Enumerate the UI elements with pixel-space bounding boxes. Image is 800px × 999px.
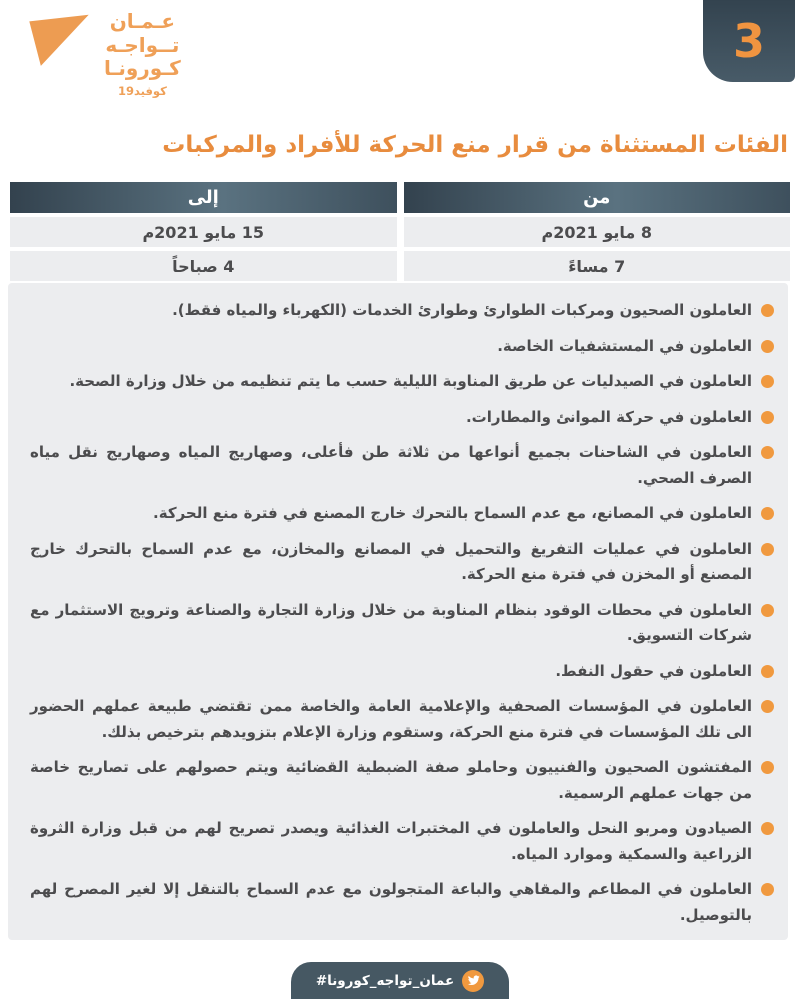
bullet-icon [761,304,774,317]
exemption-text: العاملون في محطات الوقود بنظام المناوبة من خلال وزارة التجارة والصناعة وترويج الاستثمار مع شركات التسويق. [30,600,752,644]
logo-line-1: عـمـان [109,9,176,33]
bullet-icon [761,700,774,713]
list-item [30,334,774,360]
footer-hashtag-pill [291,962,509,999]
list-item [30,816,774,867]
bullet-icon [761,665,774,678]
list-item [30,598,774,649]
list-item [30,755,774,806]
from-time-cell: 7 مساءً [404,251,791,281]
exemption-text: العاملون في عمليات التفريغ والتحميل في المصانع والمخازن، مع عدم السماح بالتحرك خارج المصنع أو المخزن في فترة منع الحركة. [30,539,752,583]
bullet-icon [761,543,774,556]
from-date-cell: 8 مايو 2021م [404,217,791,247]
list-item [30,369,774,395]
table-col-to [10,182,397,281]
logo-subtitle: كوفيد19 [118,83,167,98]
exemption-text: العاملون في الصيدليات عن طريق المناوبة الليلية حسب ما يتم تنظيمه من خلال وزارة الصحة. [69,372,752,390]
footer-hashtag: #عمان_تواجه_كورونا [315,972,455,989]
list-item [30,298,774,324]
exemption-text: العاملون في المصانع، مع عدم السماح بالتحرك خارج المصنع في فترة منع الحركة. [153,504,752,522]
bullet-icon [761,822,774,835]
oman-covid-logo [26,10,181,98]
bullet-icon [761,446,774,459]
list-item [30,877,774,928]
exemption-text: العاملون في المستشفيات الخاصة. [497,336,752,355]
page-number-badge [703,0,795,82]
list-item [30,537,774,588]
exemption-text: العاملون الصحيون ومركبات الطوارئ وطوارئ الخدمات (الكهرباء والمياه فقط). [172,301,752,319]
bullet-icon [761,883,774,896]
bullet-icon [761,375,774,388]
list-item [30,405,774,431]
exemptions-panel [8,283,788,940]
list-item [30,694,774,745]
exemption-text: العاملون في حقول النفط. [555,661,752,680]
logo-line-3: كـورونـا [104,56,181,81]
bullet-icon [761,761,774,774]
from-header: من [404,182,791,213]
list-item [30,440,774,491]
exemptions-list [30,298,774,928]
list-item [30,501,774,527]
exemption-text: الصيادون ومربو النحل والعاملون في المختبرات الغذائية ويصدر تصريح لهم من قبل وزارة الثروة الزراعية والسمكية وموارد المياه. [30,819,752,863]
bullet-icon [761,604,774,617]
exemption-text: العاملون في حركة الموانئ والمطارات. [465,407,752,426]
bullet-icon [761,340,774,353]
page-number: 3 [732,14,765,68]
date-range-table [10,182,790,281]
to-header: إلى [10,182,397,213]
exemption-text: العاملون في المطاعم والمقاهي والباعة المتجولون مع عدم السماح بالتنقل إلا لغير المصرح لهم بالتوصيل. [30,880,752,924]
logo-triangle-icon [26,10,92,74]
logo-line-2: تــواجـه [105,32,180,57]
exemption-text: العاملون في الشاحنات بجميع أنواعها من ثلاثة طن فأعلى، وصهاريج المياه وصهاريج نقل مياه الصرف الصحي. [30,443,752,487]
list-item [30,659,774,685]
bullet-icon [761,411,774,424]
to-time-cell: 4 صباحاً [10,251,397,281]
to-date-cell: 15 مايو 2021م [10,217,397,247]
twitter-icon [462,970,484,992]
table-col-from [404,182,791,281]
bullet-icon [761,507,774,520]
exemption-text: العاملون في المؤسسات الصحفية والإعلامية العامة والخاصة ممن تقتضي طبيعة عملهم الحضور الى تلك المؤسسات في فترة منع الحركة، وستقوم وزارة الإعلام بتزويدهم بترخيص بذلك. [30,697,752,741]
exemption-text: المفتشون الصحيون والفنييون وحاملو صفة الضبطية القضائية ويتم حصولهم على تصاريح خاصة من جهات عملهم الرسمية. [30,758,752,802]
page-title: الفئات المستثناة من قرار منع الحركة للأفراد والمركبات [162,132,788,158]
